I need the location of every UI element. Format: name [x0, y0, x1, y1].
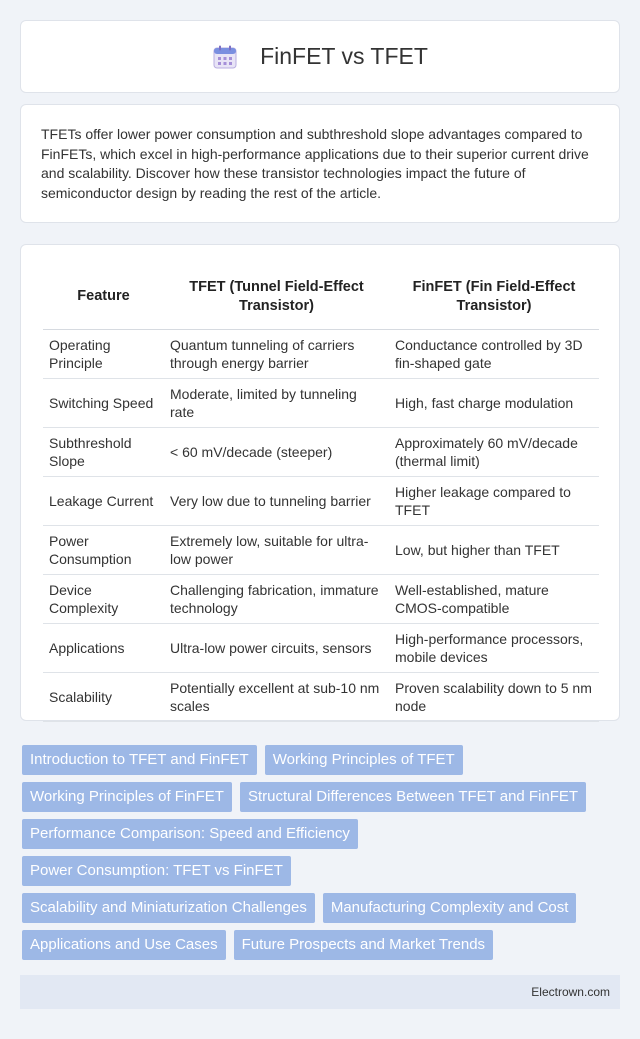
footer-text[interactable]: Electrown.com — [531, 985, 610, 999]
table-cell-finfet: Approximately 60 mV/decade (thermal limit) — [389, 427, 599, 476]
page-title: FinFET vs TFET — [260, 43, 428, 69]
tag-link[interactable]: Introduction to TFET and FinFET — [22, 745, 257, 775]
table-cell-tfet: Potentially excellent at sub-10 nm scales — [164, 672, 389, 721]
table-row — [43, 623, 599, 672]
tag-row — [22, 930, 622, 960]
table-cell-tfet: Very low due to tunneling barrier — [164, 476, 389, 525]
table-row — [43, 672, 599, 721]
table-row — [43, 378, 599, 427]
table-cell-tfet: Extremely low, suitable for ultra-low power — [164, 525, 389, 574]
table-cell-feature: Switching Speed — [43, 378, 164, 427]
tag-link[interactable]: Working Principles of TFET — [265, 745, 463, 775]
table-row — [43, 427, 599, 476]
header-card — [20, 20, 620, 93]
tag-link[interactable]: Structural Differences Between TFET and FinFET — [240, 782, 586, 812]
tag-link[interactable]: Scalability and Miniaturization Challenges — [22, 893, 315, 923]
tag-row — [22, 819, 622, 849]
header-tfet: TFET (Tunnel Field-Effect Transistor) — [164, 265, 389, 329]
table-cell-finfet: High, fast charge modulation — [389, 378, 599, 427]
table-cell-finfet: Conductance controlled by 3D fin-shaped gate — [389, 329, 599, 378]
comparison-table — [43, 265, 599, 722]
tag-row — [22, 893, 622, 923]
table-cell-finfet: Higher leakage compared to TFET — [389, 476, 599, 525]
table-row — [43, 574, 599, 623]
table-cell-tfet: Quantum tunneling of carriers through energy barrier — [164, 329, 389, 378]
table-cell-feature: Leakage Current — [43, 476, 164, 525]
calendar-icon — [212, 44, 238, 70]
table-cell-tfet: Challenging fabrication, immature technology — [164, 574, 389, 623]
comparison-table-card — [20, 244, 620, 721]
table-cell-finfet: High-performance processors, mobile devices — [389, 623, 599, 672]
table-row — [43, 476, 599, 525]
table-row — [43, 525, 599, 574]
tag-row — [22, 745, 622, 775]
footer — [20, 975, 620, 1009]
tag-link[interactable]: Working Principles of FinFET — [22, 782, 232, 812]
intro-card — [20, 104, 620, 223]
tag-link[interactable]: Performance Comparison: Speed and Efficiency — [22, 819, 358, 849]
tag-link[interactable]: Applications and Use Cases — [22, 930, 226, 960]
header-feature: Feature — [43, 265, 164, 329]
table-cell-feature: Power Consumption — [43, 525, 164, 574]
table-cell-feature: Operating Principle — [43, 329, 164, 378]
table-cell-finfet: Low, but higher than TFET — [389, 525, 599, 574]
table-row — [43, 329, 599, 378]
topic-tags — [22, 745, 622, 967]
table-header-row — [43, 265, 599, 329]
tag-link[interactable]: Manufacturing Complexity and Cost — [323, 893, 577, 923]
table-cell-tfet: Moderate, limited by tunneling rate — [164, 378, 389, 427]
table-cell-feature: Subthreshold Slope — [43, 427, 164, 476]
table-cell-feature: Device Complexity — [43, 574, 164, 623]
intro-text: TFETs offer lower power consumption and subthreshold slope advantages compared to FinFETs, which excel in high-performance applications due to their superior current drive and scalability. Discover how these transistor technologies impact the future of semiconductor design by reading the rest of the article. — [41, 126, 589, 201]
tag-row — [22, 856, 622, 886]
title-wrap — [212, 43, 428, 70]
tag-link[interactable]: Power Consumption: TFET vs FinFET — [22, 856, 291, 886]
tag-link[interactable]: Future Prospects and Market Trends — [234, 930, 493, 960]
table-cell-feature: Applications — [43, 623, 164, 672]
table-cell-tfet: < 60 mV/decade (steeper) — [164, 427, 389, 476]
table-cell-finfet: Proven scalability down to 5 nm node — [389, 672, 599, 721]
header-finfet: FinFET (Fin Field-Effect Transistor) — [389, 265, 599, 329]
tag-row — [22, 782, 622, 812]
table-cell-finfet: Well-established, mature CMOS-compatible — [389, 574, 599, 623]
table-cell-tfet: Ultra-low power circuits, sensors — [164, 623, 389, 672]
table-cell-feature: Scalability — [43, 672, 164, 721]
